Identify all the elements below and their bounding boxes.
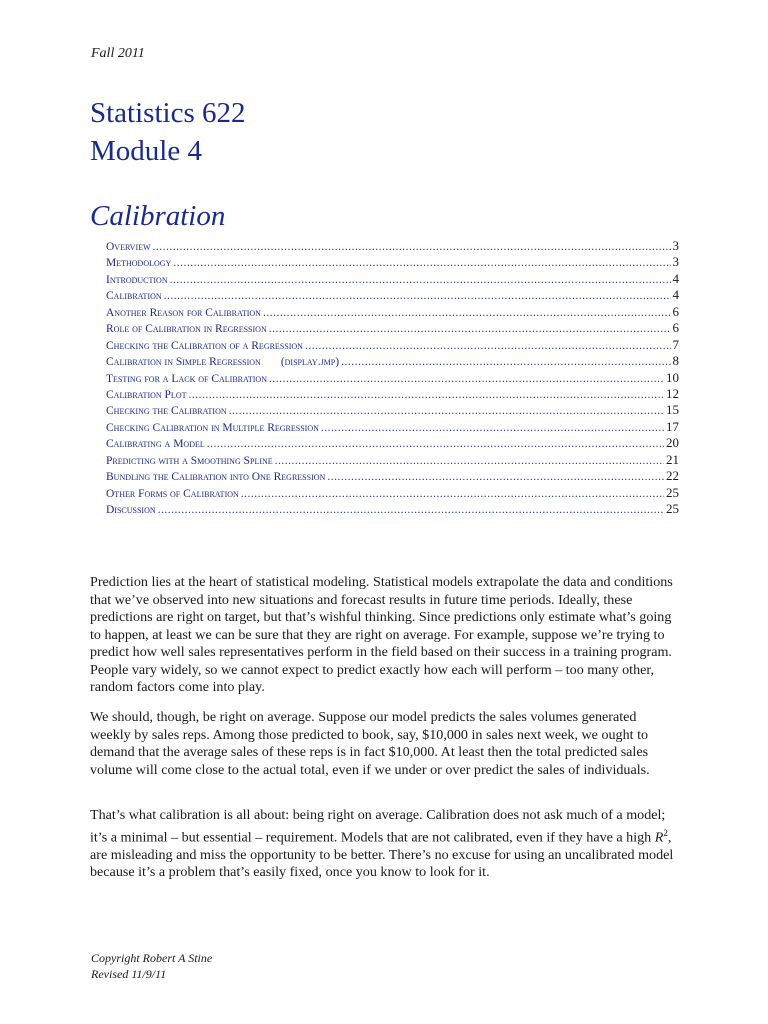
- toc-entry-label: [106, 323, 267, 335]
- toc-entry-title: Calibrating a Model: [106, 438, 205, 451]
- toc-dot-leader: [263, 307, 671, 319]
- toc-entry[interactable]: [106, 353, 679, 369]
- paragraph-2: [90, 709, 680, 779]
- toc-dot-leader: [269, 323, 671, 335]
- toc-entry-page: 8: [672, 353, 679, 369]
- paragraph-1-text: Prediction lies at the heart of statistical modeling. Statistical models extrapolate the data and conditions that we’ve observed into new situations and forecast results in future time periods. Ideally, these predictions are right on target, but that’s wishful thinking. Since predictions only estimate what’s going to happen, at least we can be sure that they are right on average. For example, suppose we’re trying to predict how well sales representatives perform in the field based on their success in a training program. People vary widely, so we cannot expect to predict exactly how each will perform – too many other, random factors come into play.: [90, 574, 673, 695]
- toc-entry-label: [106, 241, 151, 253]
- toc-entry-page: 15: [666, 402, 679, 418]
- toc-entry-title: Testing for a Lack of Calibration: [106, 372, 267, 385]
- toc-dot-leader: [189, 389, 665, 401]
- paragraph-3: [90, 807, 680, 882]
- r-squared-exponent: 2: [663, 827, 668, 838]
- toc-entry-page: 6: [672, 320, 679, 336]
- paragraph-3-part-b: , are misleading and miss the opportunity to be better. There’s no excuse for using an uncalibrated model because it’s a problem that’s easily fixed, once you know to look for it.: [90, 829, 674, 881]
- toc-entry-title: Checking the Calibration: [106, 405, 227, 418]
- toc-entry-page: 21: [666, 451, 679, 467]
- paragraph-2-text: We should, though, be right on average. Suppose our model predicts the sales volumes generated weekly by sales reps. Among those predicted to book, say, $10,000 in sales next week, we ought to demand that the average sales of these reps is in fact $10,000. At least then the total predicted sales volume will come close to the actual total, even if we under or over predict the sales of individuals.: [90, 709, 650, 778]
- paragraph-3-text: [90, 807, 680, 882]
- toc-dot-leader: [305, 340, 671, 352]
- toc-entry-title: Introduction: [106, 273, 168, 286]
- toc-entry[interactable]: [106, 337, 679, 353]
- toc-entry[interactable]: [106, 254, 679, 270]
- toc-entry-page: 6: [672, 303, 679, 319]
- paragraph-1: [90, 574, 680, 697]
- toc-entry[interactable]: [106, 304, 679, 320]
- toc-entry-page: 25: [666, 484, 679, 500]
- toc-entry-title: Other Forms of Calibration: [106, 487, 239, 500]
- toc-entry-title: Calibration: [106, 290, 162, 303]
- toc-entry[interactable]: [106, 485, 679, 501]
- toc-entry[interactable]: [106, 435, 679, 451]
- toc-entry[interactable]: [106, 402, 679, 418]
- toc-entry-page: 12: [666, 385, 679, 401]
- toc-entry-page: 7: [672, 336, 679, 352]
- toc-entry[interactable]: [106, 320, 679, 336]
- toc-entry-title: Methodology: [106, 257, 172, 270]
- toc-entry-label: [106, 471, 325, 483]
- footer-revised: Revised 11/9/11: [91, 967, 167, 981]
- toc-entry-label: [106, 405, 227, 417]
- toc-dot-leader: [269, 373, 664, 385]
- footer: [91, 950, 212, 982]
- toc-entry[interactable]: [106, 419, 679, 435]
- toc-entry-label: [106, 290, 162, 302]
- toc-entry-page: 3: [672, 238, 679, 253]
- toc-entry-title: Role of Calibration in Regression: [106, 323, 267, 336]
- toc-entry-label: [106, 438, 205, 450]
- toc-entry-title: Predicting with a Smoothing Spline: [106, 454, 273, 467]
- toc-entry-label: [106, 455, 273, 467]
- section-title: Calibration: [90, 200, 226, 232]
- toc-dot-leader: [321, 422, 664, 434]
- toc-entry-label: [106, 389, 187, 401]
- toc-entry-title: Overview: [106, 241, 151, 253]
- toc-entry-page: 22: [666, 468, 679, 484]
- toc-entry-title: Calibration Plot: [106, 388, 187, 401]
- page-title: [90, 94, 245, 170]
- toc-dot-leader: [241, 488, 664, 500]
- toc-entry-title: Checking the Calibration of a Regression: [106, 339, 303, 352]
- toc-entry-label: [106, 356, 339, 368]
- toc-entry-title: Calibration in Simple Regression: [106, 356, 261, 369]
- r-squared-symbol: R: [654, 829, 664, 846]
- toc-entry-title: Another Reason for Calibration: [106, 306, 261, 319]
- toc-dot-leader: [275, 455, 664, 467]
- toc-entry-page: 4: [672, 270, 679, 286]
- toc-entry-label: [106, 422, 319, 434]
- paragraph-3-part-a: That’s what calibration is all about: being right on average. Calibration does not ask much of a model; it’s a minimal – but essential – requirement. Models that are not calibrated, even if they have a high: [90, 807, 666, 846]
- toc-entry-page: 17: [666, 418, 679, 434]
- title-line-1: Statistics 622: [90, 97, 246, 129]
- toc-entry[interactable]: [106, 271, 679, 287]
- toc-dot-leader: [327, 471, 664, 483]
- toc-entry-title: Bundling the Calibration into One Regression: [106, 471, 326, 484]
- header-date: Fall 2011: [91, 46, 145, 61]
- toc-entry-title: Discussion: [106, 504, 156, 516]
- toc-entry-label: [106, 307, 261, 319]
- footer-copyright: Copyright Robert A Stine: [91, 951, 213, 965]
- toc-dot-leader: [173, 257, 670, 269]
- toc-entry-label: [106, 504, 156, 516]
- toc-entry-label: [106, 274, 168, 286]
- toc-entry-page: 20: [666, 435, 679, 451]
- toc-entry-label: [106, 488, 239, 500]
- title-line-2: Module 4: [90, 135, 202, 167]
- toc-entry-label: [106, 257, 171, 269]
- toc-entry[interactable]: [106, 238, 679, 254]
- toc-entry-page: 3: [672, 254, 679, 270]
- toc-entry[interactable]: [106, 386, 679, 402]
- toc-entry-page: 4: [672, 287, 679, 303]
- toc-entry-title: Checking Calibration in Multiple Regression: [106, 421, 319, 434]
- toc-entry-label: [106, 340, 303, 352]
- toc-entry[interactable]: [106, 287, 679, 303]
- toc-entry[interactable]: [106, 501, 679, 517]
- toc-dot-leader: [158, 504, 664, 516]
- toc-dot-leader: [170, 274, 671, 286]
- toc-entry-page: 10: [666, 369, 679, 385]
- toc-dot-leader: [229, 405, 664, 417]
- toc-dot-leader: [207, 438, 664, 450]
- table-of-contents: [106, 238, 679, 517]
- toc-entry-subtitle: (display.jmp): [280, 356, 340, 369]
- toc-entry-label: [106, 373, 267, 385]
- toc-dot-leader: [164, 290, 671, 302]
- toc-entry[interactable]: [106, 452, 679, 468]
- toc-dot-leader: [153, 241, 671, 253]
- toc-entry-page: 25: [666, 501, 679, 516]
- toc-entry[interactable]: [106, 370, 679, 386]
- toc-entry[interactable]: [106, 468, 679, 484]
- toc-dot-leader: [341, 356, 670, 368]
